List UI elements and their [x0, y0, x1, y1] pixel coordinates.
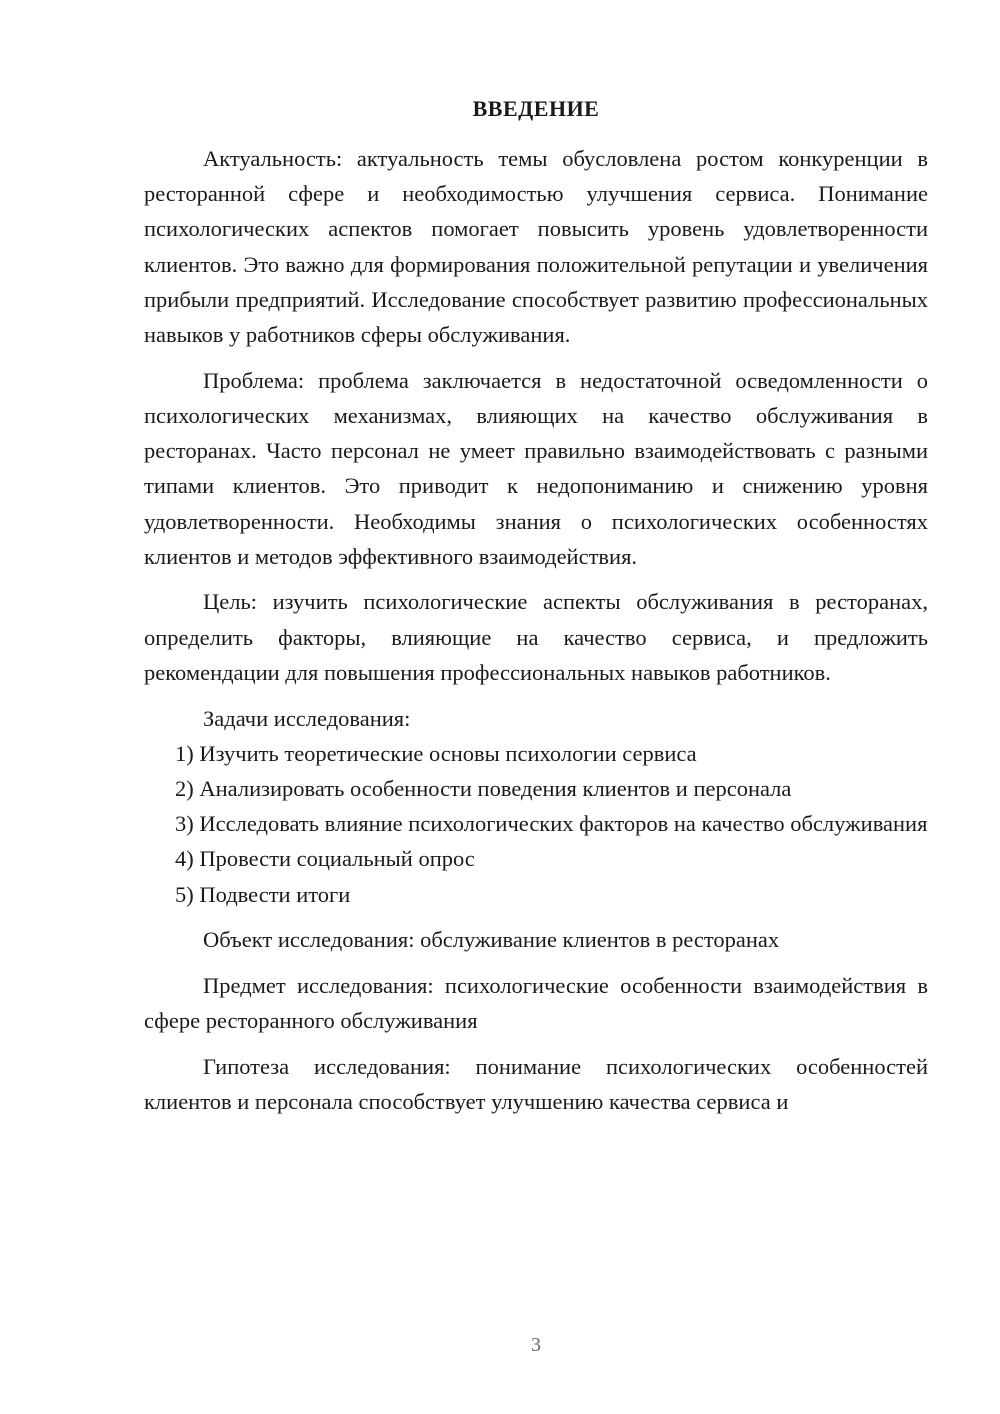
list-item: 1) Изучить теоретические основы психологии сервиса	[175, 740, 697, 766]
paragraph-tasks-heading: Задачи исследования:	[203, 705, 411, 731]
page-number: 3	[531, 1334, 541, 1356]
paragraph-relevance: Актуальность: актуальность темы обусловлена ростом конкуренции в ресторанной сфере и необходимостью улучшения сервиса. Понимание психологических аспектов помогает повысить уровень удовлетворенности клиентов. Это важно для формирования положительной репутации и увеличения прибыли предприятий. Исследование способствует развитию профессиональных навыков у работников сферы обслуживания.	[144, 146, 928, 348]
list-item: 3) Исследовать влияние психологических факторов на качество обслуживания	[175, 811, 928, 837]
paragraph-subject: Предмет исследования: психологические особенности взаимодействия в сфере ресторанного обслуживания	[144, 972, 928, 1034]
paragraph-object: Объект исследования: обслуживание клиентов в ресторанах	[203, 927, 780, 953]
list-item: 5) Подвести итоги	[175, 881, 351, 907]
page-title: ВВЕДЕНИЕ	[472, 96, 600, 121]
paragraph-goal: Цель: изучить психологические аспекты обслуживания в ресторанах, определить факторы, влияющие на качество сервиса, и предложить рекомендации для повышения профессиональных навыков работников.	[144, 589, 928, 685]
paragraph-hypothesis: Гипотеза исследования: понимание психологических особенностей клиентов и персонала способствует улучшению качества сервиса и	[144, 1053, 928, 1115]
list-item: 4) Провести социальный опрос	[175, 846, 475, 872]
list-item: 2) Анализировать особенности поведения клиентов и персонала	[175, 775, 792, 801]
paragraph-problem: Проблема: проблема заключается в недостаточной осведомленности о психологических механизмах, влияющих на качество обслуживания в ресторанах. Часто персонал не умеет правильно взаимодействовать с разными типами клиентов. Это приводит к недопониманию и снижению уровня удовлетворенности. Необходимы знания о психологических особенностях клиентов и методов эффективного взаимодействия.	[144, 367, 928, 569]
document-body	[144, 141, 928, 1119]
